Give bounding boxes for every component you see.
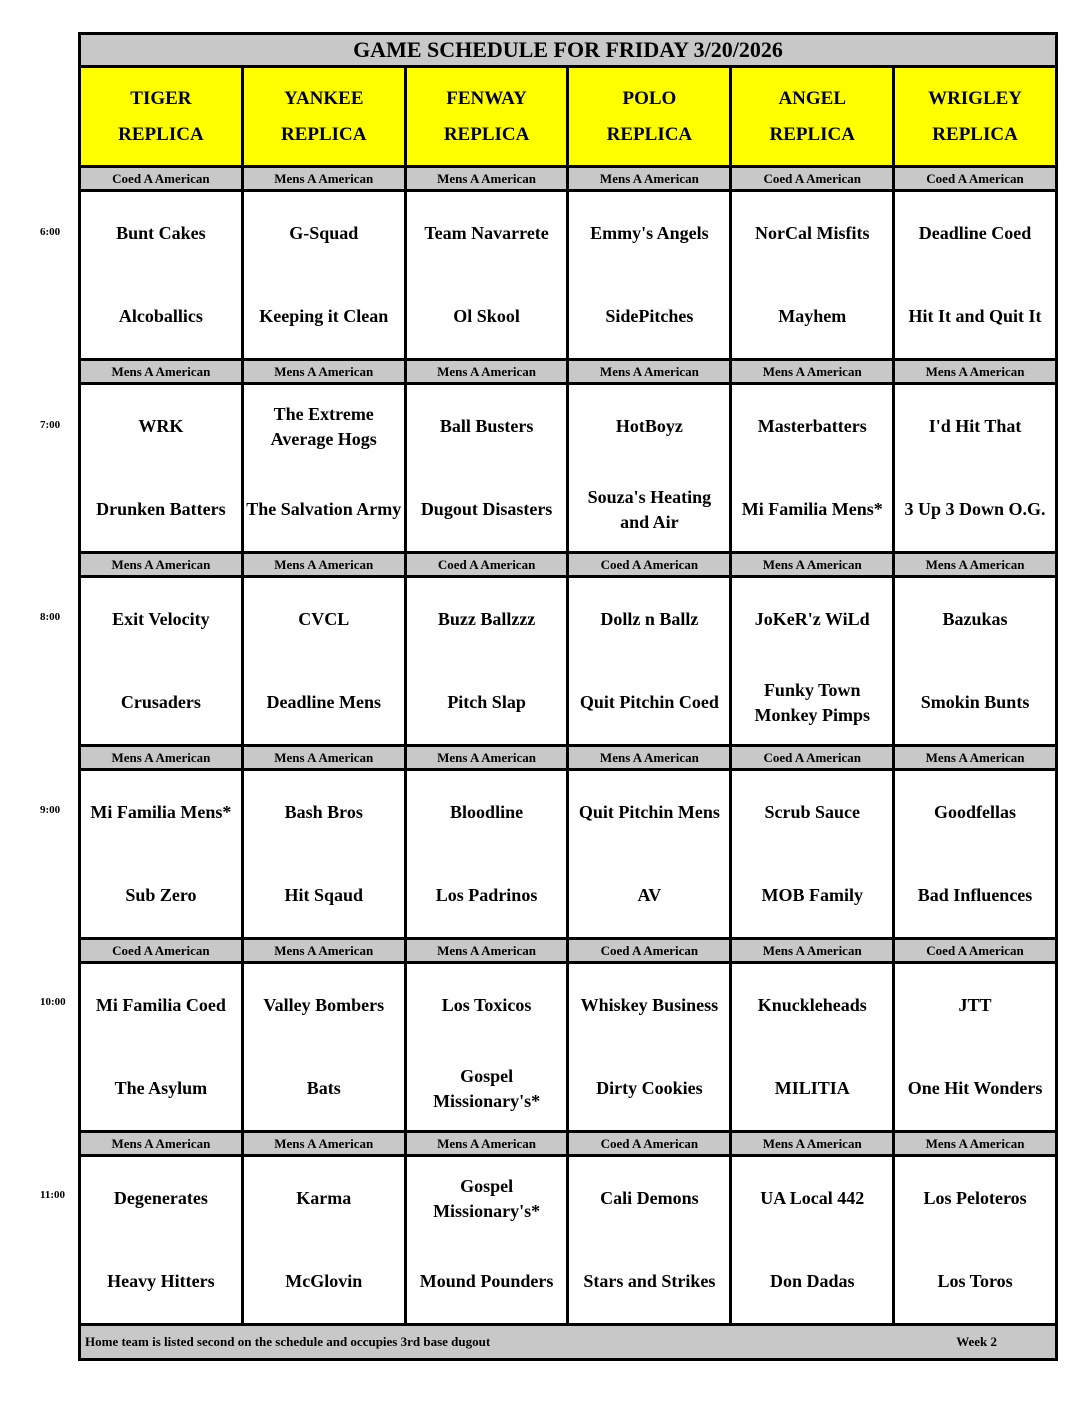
away-team: HotBoyz bbox=[615, 416, 683, 436]
field-name: FENWAY bbox=[446, 87, 527, 109]
division-row bbox=[81, 940, 1055, 964]
field-sub: REPLICA bbox=[280, 123, 367, 145]
division-label: Coed A American bbox=[569, 940, 732, 961]
away-team: Bash Bros bbox=[284, 802, 363, 822]
away-team: Karma bbox=[296, 1188, 352, 1208]
field-sub: REPLICA bbox=[769, 123, 855, 145]
division-label: Coed A American bbox=[732, 747, 895, 768]
game-cell bbox=[244, 1157, 407, 1323]
game-cell bbox=[895, 385, 1055, 551]
division-label: Mens A American bbox=[732, 361, 895, 382]
division-label: Mens A American bbox=[81, 554, 244, 575]
division-label: Mens A American bbox=[407, 168, 570, 189]
away-team: Gospel Missionary's* bbox=[433, 1175, 541, 1221]
away-team: Quit Pitchin Mens bbox=[578, 802, 720, 822]
time-label: 6:00 bbox=[40, 226, 61, 238]
home-team: Gospel Missionary's* bbox=[433, 1065, 541, 1111]
division-label: Mens A American bbox=[244, 361, 407, 382]
division-label: Mens A American bbox=[925, 556, 1025, 572]
away-team: The Extreme Average Hogs bbox=[270, 403, 377, 449]
game-cell bbox=[244, 578, 407, 744]
away-team: NorCal Misfits bbox=[754, 223, 870, 243]
field-sub: REPLICA bbox=[118, 123, 204, 145]
away-team: UA Local 442 bbox=[760, 1188, 865, 1208]
away-team: Valley Bombers bbox=[263, 995, 385, 1015]
game-cell bbox=[569, 192, 732, 358]
division-row bbox=[81, 361, 1055, 385]
home-team: Hit Sqaud bbox=[284, 885, 364, 905]
home-team: The Asylum bbox=[114, 1078, 208, 1098]
away-team: Bloodline bbox=[450, 802, 524, 822]
game-cell bbox=[81, 192, 244, 358]
home-team: 3 Up 3 Down O.G. bbox=[904, 499, 1046, 519]
home-team: Los Toros bbox=[937, 1271, 1013, 1291]
away-team: G-Squad bbox=[289, 223, 359, 243]
home-team: Sub Zero bbox=[125, 885, 197, 905]
division-label: Mens A American bbox=[732, 554, 895, 575]
division-label: Mens A American bbox=[81, 747, 244, 768]
home-team: MOB Family bbox=[761, 885, 863, 905]
game-cell bbox=[569, 1157, 732, 1323]
game-cell bbox=[732, 578, 895, 744]
home-team: SidePitches bbox=[605, 306, 694, 326]
game-cell bbox=[244, 192, 407, 358]
away-team: Mi Familia Mens* bbox=[90, 802, 232, 822]
game-row bbox=[81, 192, 1055, 361]
home-team: Quit Pitchin Coed bbox=[579, 692, 719, 712]
field-header-yankee bbox=[244, 68, 407, 165]
schedule-table bbox=[78, 32, 1058, 1361]
division-label: Coed A American bbox=[569, 554, 732, 575]
time-label: 8:00 bbox=[40, 611, 61, 623]
game-cell bbox=[244, 385, 407, 551]
division-label: Mens A American bbox=[81, 1133, 244, 1154]
away-team: Cali Demons bbox=[600, 1188, 699, 1208]
away-team: Emmy's Angels bbox=[590, 223, 709, 243]
away-team: Whiskey Business bbox=[580, 995, 719, 1015]
away-team: Goodfellas bbox=[934, 802, 1017, 822]
home-team: Bad Influences bbox=[917, 885, 1033, 905]
home-team: Crusaders bbox=[120, 692, 201, 712]
field-name: YANKEE bbox=[283, 87, 364, 109]
home-team: MILITIA bbox=[774, 1078, 850, 1098]
time-label: 7:00 bbox=[40, 418, 61, 431]
time-label: 10:00 bbox=[40, 996, 66, 1008]
footer-week: Week 2 bbox=[956, 1334, 997, 1349]
game-cell bbox=[895, 771, 1055, 937]
game-cell bbox=[244, 964, 407, 1130]
home-team: Heavy Hitters bbox=[107, 1271, 215, 1291]
field-header-wrigley bbox=[895, 68, 1055, 165]
division-label: Mens A American bbox=[244, 1133, 407, 1154]
game-cell bbox=[732, 771, 895, 937]
game-cell bbox=[895, 964, 1055, 1130]
game-cell bbox=[244, 771, 407, 937]
division-label: Mens A American bbox=[407, 940, 570, 961]
home-team: Dugout Disasters bbox=[420, 499, 553, 519]
division-label: Mens A American bbox=[732, 1133, 895, 1154]
home-team: Mayhem bbox=[778, 306, 847, 326]
away-team: Bazukas bbox=[942, 609, 1008, 629]
game-cell bbox=[732, 964, 895, 1130]
field-sub: REPLICA bbox=[606, 123, 693, 145]
away-team: Buzz Ballzzz bbox=[437, 609, 536, 629]
away-team: CVCL bbox=[298, 609, 350, 629]
game-cell bbox=[569, 771, 732, 937]
division-label: Mens A American bbox=[407, 1133, 570, 1154]
home-team: One Hit Wonders bbox=[907, 1078, 1043, 1098]
away-team: Scrub Sauce bbox=[764, 802, 860, 822]
game-cell bbox=[569, 964, 732, 1130]
division-label: Mens A American bbox=[244, 554, 407, 575]
time-label: 11:00 bbox=[40, 1188, 66, 1201]
division-label: Coed A American bbox=[732, 168, 895, 189]
footer-note: Home team is listed second on the schedule and occupies 3rd base dugout bbox=[85, 1334, 491, 1349]
field-header-tiger bbox=[81, 68, 244, 165]
game-cell bbox=[407, 771, 570, 937]
division-label: Coed A American bbox=[81, 168, 244, 189]
division-row bbox=[81, 1133, 1055, 1157]
game-cell bbox=[81, 771, 244, 937]
field-header-fenway bbox=[407, 68, 570, 165]
away-team: Degenerates bbox=[113, 1188, 208, 1208]
division-label: Mens A American bbox=[925, 363, 1025, 379]
division-label: Mens A American bbox=[244, 747, 407, 768]
home-team: The Salvation Army bbox=[246, 499, 402, 519]
division-label: Mens A American bbox=[244, 940, 407, 961]
game-cell bbox=[407, 385, 570, 551]
home-team: McGlovin bbox=[285, 1271, 363, 1291]
game-row bbox=[81, 578, 1055, 747]
division-label: Coed A American bbox=[81, 940, 244, 961]
away-team: Dollz n Ballz bbox=[600, 609, 699, 629]
division-label: Mens A American bbox=[569, 361, 732, 382]
game-cell bbox=[895, 192, 1055, 358]
field-header-row bbox=[81, 68, 1055, 168]
away-team: Deadline Coed bbox=[918, 223, 1032, 243]
away-team: Team Navarrete bbox=[424, 223, 549, 243]
home-team: Ol Skool bbox=[453, 306, 520, 326]
game-cell bbox=[407, 1157, 570, 1323]
division-label: Coed A American bbox=[407, 554, 570, 575]
away-team: JoKeR'z WiLd bbox=[754, 609, 870, 629]
division-label: Mens A American bbox=[925, 749, 1025, 765]
away-team: Exit Velocity bbox=[112, 609, 210, 629]
schedule-title: GAME SCHEDULE FOR FRIDAY 3/20/2026 bbox=[81, 35, 1055, 68]
away-team: I'd Hit That bbox=[928, 416, 1022, 436]
home-team: Dirty Cookies bbox=[596, 1078, 703, 1098]
game-cell bbox=[732, 192, 895, 358]
home-team: Smokin Bunts bbox=[920, 692, 1030, 712]
away-team: Knuckleheads bbox=[757, 995, 867, 1015]
division-label: Mens A American bbox=[81, 361, 244, 382]
schedule-footer bbox=[81, 1326, 1055, 1358]
away-team: Mi Familia Coed bbox=[95, 995, 226, 1015]
away-team: Masterbatters bbox=[757, 416, 867, 436]
division-label: Mens A American bbox=[569, 747, 732, 768]
field-header-polo bbox=[569, 68, 732, 165]
game-row bbox=[81, 964, 1055, 1133]
field-sub: REPLICA bbox=[443, 123, 530, 145]
division-label: Coed A American bbox=[926, 942, 1024, 958]
field-name: ANGEL bbox=[778, 87, 847, 109]
home-team: Pitch Slap bbox=[447, 692, 526, 712]
home-team: Keeping it Clean bbox=[259, 306, 389, 326]
home-team: Mound Pounders bbox=[419, 1271, 554, 1291]
division-label: Coed A American bbox=[926, 170, 1024, 186]
division-label: Mens A American bbox=[569, 168, 732, 189]
home-team: Don Dadas bbox=[769, 1271, 855, 1291]
field-name: WRIGLEY bbox=[928, 87, 1023, 109]
game-cell bbox=[732, 1157, 895, 1323]
away-team: Bunt Cakes bbox=[116, 223, 206, 243]
time-slots bbox=[81, 168, 1055, 1326]
field-name: TIGER bbox=[130, 87, 192, 109]
division-row bbox=[81, 747, 1055, 771]
game-cell bbox=[81, 964, 244, 1130]
home-team: Bats bbox=[306, 1078, 341, 1098]
game-cell bbox=[569, 385, 732, 551]
away-team: WRK bbox=[138, 416, 184, 436]
division-row bbox=[81, 554, 1055, 578]
home-team: Stars and Strikes bbox=[583, 1271, 716, 1291]
division-label: Mens A American bbox=[925, 1135, 1025, 1151]
division-row bbox=[81, 168, 1055, 192]
home-team: Mi Familia Mens* bbox=[741, 499, 883, 519]
home-team: Los Padrinos bbox=[435, 885, 538, 905]
game-cell bbox=[407, 578, 570, 744]
away-team: Ball Busters bbox=[439, 416, 534, 436]
game-cell bbox=[895, 1157, 1055, 1323]
home-team: Deadline Mens bbox=[266, 692, 381, 712]
game-cell bbox=[81, 578, 244, 744]
home-team: Souza's Heating and Air bbox=[587, 486, 712, 532]
division-label: Coed A American bbox=[569, 1133, 732, 1154]
time-label: 9:00 bbox=[40, 803, 61, 816]
game-cell bbox=[895, 578, 1055, 744]
home-team: Hit It and Quit It bbox=[908, 306, 1042, 326]
away-team: Los Peloteros bbox=[923, 1188, 1027, 1208]
field-sub: REPLICA bbox=[932, 123, 1018, 145]
home-team: Funky Town Monkey Pimps bbox=[754, 679, 870, 725]
division-label: Mens A American bbox=[244, 168, 407, 189]
game-cell bbox=[407, 964, 570, 1130]
field-name: POLO bbox=[622, 87, 677, 109]
home-team: Alcoballics bbox=[118, 306, 203, 326]
game-cell bbox=[407, 192, 570, 358]
away-team: Los Toxicos bbox=[441, 995, 532, 1015]
game-cell bbox=[732, 385, 895, 551]
game-cell bbox=[81, 385, 244, 551]
home-team: Drunken Batters bbox=[96, 499, 226, 519]
game-cell bbox=[81, 1157, 244, 1323]
game-cell bbox=[569, 578, 732, 744]
game-row bbox=[81, 1157, 1055, 1326]
game-row bbox=[81, 385, 1055, 554]
away-team: JTT bbox=[958, 995, 992, 1015]
field-header-angel bbox=[732, 68, 895, 165]
division-label: Mens A American bbox=[732, 940, 895, 961]
division-label: Mens A American bbox=[407, 361, 570, 382]
division-label: Mens A American bbox=[407, 747, 570, 768]
home-team: AV bbox=[637, 885, 662, 905]
game-row bbox=[81, 771, 1055, 940]
